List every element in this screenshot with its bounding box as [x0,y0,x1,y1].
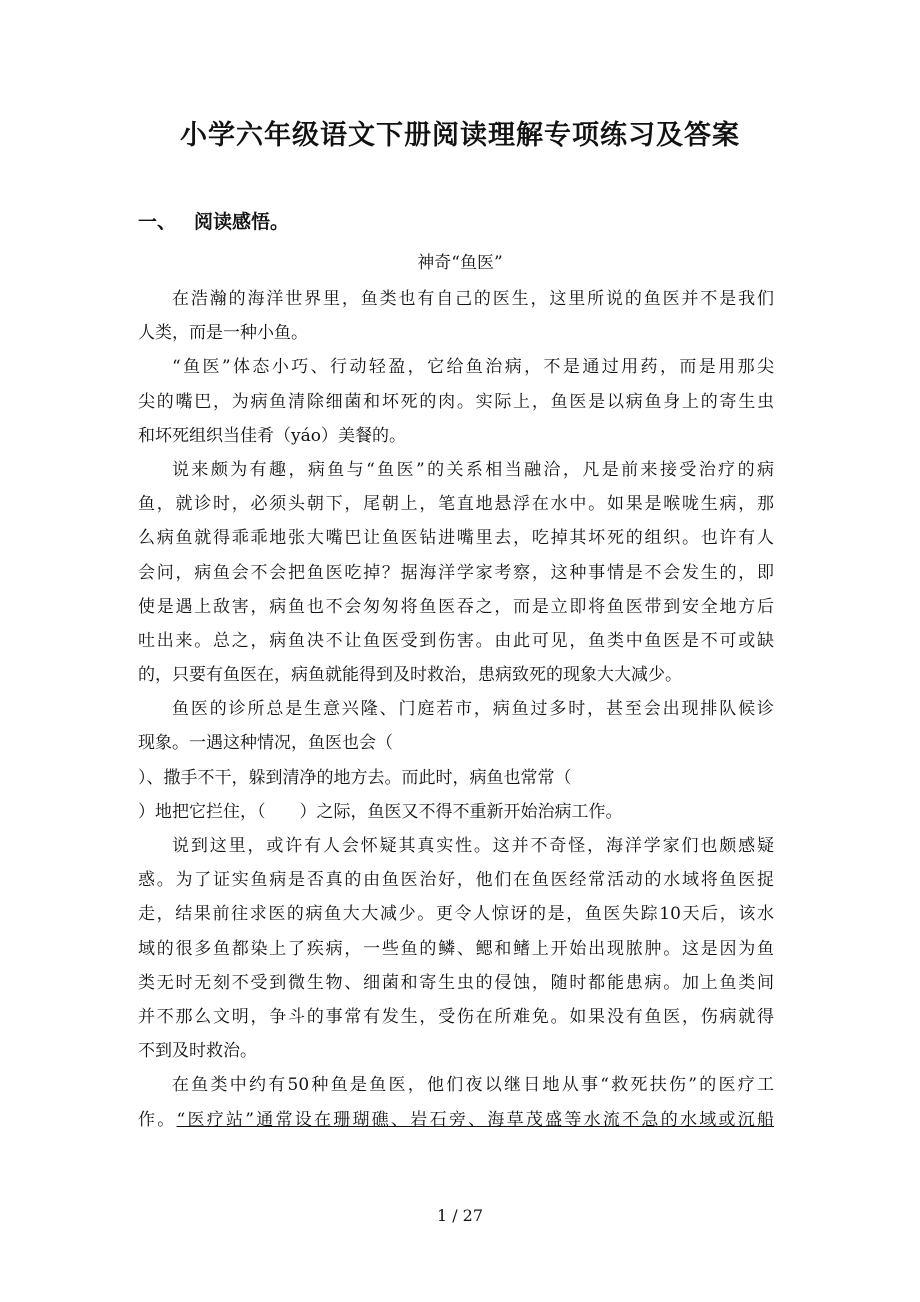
underlined-sentence: “医疗站”通常设在珊瑚礁、岩石旁、海草茂盛等水流不急的水域或沉船 [176,1109,774,1130]
section-heading-text: 阅读感悟。 [194,211,290,233]
passage-line-start: 作。 [138,1109,177,1130]
passage-line [138,1103,774,1137]
passage-title: 神奇“鱼医” [417,253,503,273]
passage-line: 鱼，就诊时，必须头朝下，尾朝上，笔直地悬浮在水中。如果是喉咙生病，那 [138,494,774,515]
passage-line: 么病鱼就得乖乖地张大嘴巴让鱼医钻进嘴里去，吃掉其坏死的组织。也许有人 [138,528,774,549]
passage-line: 在浩瀚的海洋世界里，鱼类也有自己的医生，这里所说的鱼医并不是我们 [172,289,774,309]
passage-line: 并不那么文明，争斗的事常有发生，受伤在所难免。如果没有鱼医，伤病就得 [138,1006,774,1027]
section-heading [138,208,289,236]
passage-line: 说到这里，或许有人会怀疑其真实性。这并不奇怪，海洋学家们也颇感疑 [172,836,774,856]
passage-line: 现象。一遇这种情况，鱼医也会（ [138,733,393,754]
section-number: 一、 [138,211,177,233]
passage-line: 的，只要有鱼医在，病鱼就能得到及时救治，患病致死的现象大大减少。 [138,665,682,686]
passage-line: “鱼医”体态小巧、行动轻盈，它给鱼治病，不是通过用药，而是用那尖 [172,357,774,378]
passage-line: 走，结果前往求医的病鱼大大减少。更令人惊讶的是，鱼医失踪10天后，该水 [138,904,774,925]
passage-line: 尖的嘴巴，为病鱼清除细菌和坏死的肉。实际上，鱼医是以病鱼身上的寄生虫 [138,391,774,412]
passage-line: ）地把它拦住，（ ）之际，鱼医又不得不重新开始治病工作。 [138,801,623,822]
passage-line: 人类，而是一种小鱼。 [138,323,308,344]
passage-body [138,282,774,1137]
passage-line: 不到及时救治。 [138,1041,257,1062]
passage-line: ）、撒手不干，躲到清净的地方去。而此时，病鱼也常常（ [138,767,572,788]
passage-line: 在鱼类中约有50种鱼是鱼医，他们夜以继日地从事“救死扶伤”的医疗工 [172,1075,774,1096]
passage-line: 会问，病鱼会不会把鱼医吃掉？据海洋学家考察，这种事情是不会发生的，即 [138,562,774,583]
page-number: 1 / 27 [436,1206,484,1225]
passage-line: 使是遇上敌害，病鱼也不会匆匆将鱼医吞之，而是立即将鱼医带到安全地方后 [138,596,774,617]
passage-line: 说来颇为有趣，病鱼与“鱼医”的关系相当融洽，凡是前来接受治疗的病 [172,459,774,480]
passage-line: 惑。为了证实鱼病是否真的由鱼医治好，他们在鱼医经常活动的水域将鱼医捉 [138,870,774,891]
passage-line: 和坏死组织当佳肴（yáo）美餐的。 [138,425,406,446]
passage-line: 吐出来。总之，病鱼决不让鱼医受到伤害。由此可见，鱼类中鱼医是不可或缺 [138,630,774,651]
passage-line: 鱼医的诊所总是生意兴隆、门庭若市，病鱼过多时，甚至会出现排队候诊 [172,699,774,720]
document-title: 小学六年级语文下册阅读理解专项练习及答案 [180,120,740,151]
passage-line: 域的很多鱼都染上了疾病，一些鱼的鳞、鳃和鳍上开始出现脓肿。这是因为鱼 [138,938,774,959]
passage-line: 类无时无刻不受到微生物、细菌和寄生虫的侵蚀，随时都能患病。加上鱼类间 [138,972,774,993]
